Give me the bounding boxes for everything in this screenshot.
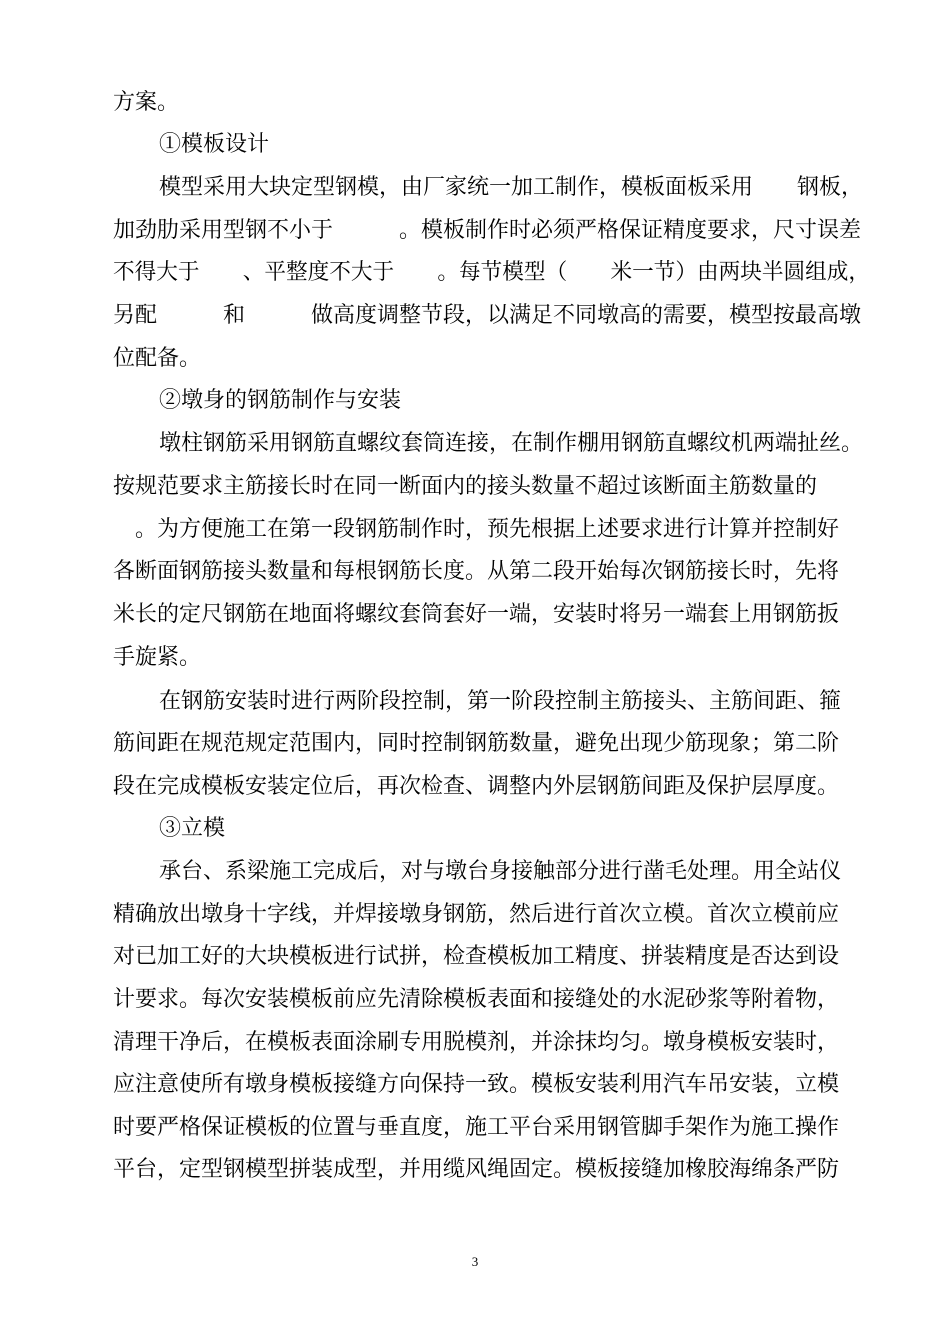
text-line: 另配 和 做高度调整节段，以满足不同墩高的需要，模型按最高墩 bbox=[113, 303, 862, 328]
text-line: 各断面钢筋接头数量和每根钢筋长度。从第二段开始每次钢筋接长时，先将 bbox=[113, 559, 840, 584]
section-heading: ③立模 bbox=[159, 816, 226, 841]
text-line: 筋间距在规范规定范围内，同时控制钢筋数量，避免出现少筋现象；第二阶 bbox=[113, 731, 840, 756]
text-line: 按规范要求主筋接长时在同一断面内的接头数量不超过该断面主筋数量的 bbox=[113, 474, 818, 499]
text-line: 时要严格保证模板的位置与垂直度，施工平台采用钢管脚手架作为施工操作 bbox=[113, 1115, 840, 1140]
text-line: 墩柱钢筋采用钢筋直螺纹套筒连接，在制作棚用钢筋直螺纹机两端扯丝。 bbox=[159, 431, 864, 456]
section-heading: ②墩身的钢筋制作与安装 bbox=[159, 388, 402, 413]
text-line: 米长的定尺钢筋在地面将螺纹套筒套好一端，安装时将另一端套上用钢筋扳 bbox=[113, 602, 840, 627]
text-line: 位配备。 bbox=[113, 346, 202, 371]
text-line: 模型采用大块定型钢模，由厂家统一加工制作，模板面板采用 钢板， bbox=[159, 175, 864, 200]
text-line: 。为方便施工在第一段钢筋制作时，预先根据上述要求进行计算并控制好 bbox=[113, 517, 840, 542]
text-line: 在钢筋安装时进行两阶段控制，第一阶段控制主筋接头、主筋间距、箍 bbox=[159, 689, 842, 714]
text-line: 清理干净后，在模板表面涂刷专用脱模剂，并涂抹均匀。墩身模板安装时， bbox=[113, 1030, 840, 1055]
text-line: 应注意使所有墩身模板接缝方向保持一致。模板安装利用汽车吊安装，立模 bbox=[113, 1072, 840, 1097]
section-heading: ①模板设计 bbox=[159, 132, 270, 157]
text-line: 对已加工好的大块模板进行试拼，检查模板加工精度、拼装精度是否达到设 bbox=[113, 944, 840, 969]
text-line: 手旋紧。 bbox=[113, 645, 202, 670]
text-line: 精确放出墩身十字线，并焊接墩身钢筋，然后进行首次立模。首次立模前应 bbox=[113, 902, 840, 927]
text-line: 承台、系梁施工完成后，对与墩台身接触部分进行凿毛处理。用全站仪 bbox=[159, 859, 842, 884]
text-line: 计要求。每次安装模板前应先清除模板表面和接缝处的水泥砂浆等附着物， bbox=[113, 987, 840, 1012]
text-line: 段在完成模板安装定位后，再次检查、调整内外层钢筋间距及保护层厚度。 bbox=[113, 774, 840, 799]
page-number: 3 bbox=[471, 1254, 479, 1269]
text-line: 平台，定型钢模型拼装成型，并用缆风绳固定。模板接缝加橡胶海绵条严防 bbox=[113, 1157, 840, 1182]
text-line: 方案。 bbox=[113, 90, 180, 115]
text-line: 不得大于 、平整度不大于 。每节模型（ 米一节）由两块半圆组成， bbox=[113, 260, 871, 285]
text-line: 加劲肋采用型钢不小于 。模板制作时必须严格保证精度要求，尺寸误差 bbox=[113, 218, 862, 243]
